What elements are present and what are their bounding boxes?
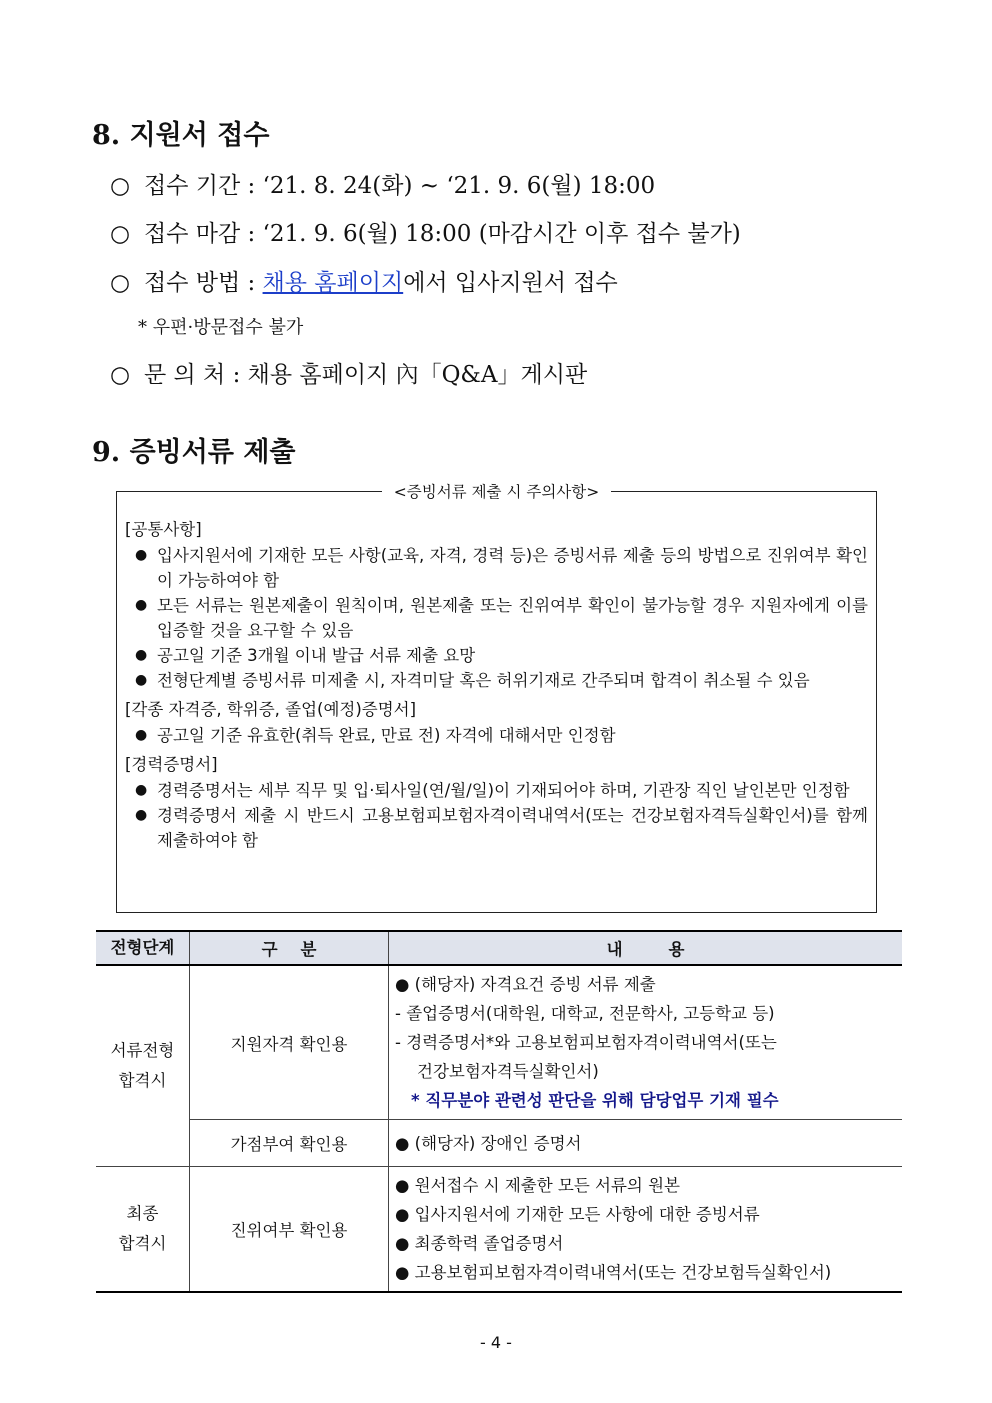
bullet-dot-icon: ● [135,727,148,743]
period-line [110,167,655,200]
common-header: [공통사항] [125,520,202,539]
contact-line [110,356,587,389]
content-line: ● 입사지원서에 기재한 모든 사항에 대한 증빙서류 [395,1205,760,1224]
emphasis-note: * 직무분야 관련성 판단을 위해 담당업무 기재 필수 [411,1091,779,1110]
final-stage-cell: 최종 합격시 [96,1167,190,1293]
verify-label-cell: 진위여부 확인용 [190,1167,389,1293]
content-line: 건강보험자격득실확인서) [417,1062,599,1081]
recruit-homepage-link[interactable]: 채용 홈페이지 [262,270,404,296]
content-line: ● 최종학력 졸업증명서 [395,1234,564,1253]
list-item-text: 공고일 기준 3개월 이내 발급 서류 제출 요망 [157,646,476,665]
list-item-text: 입사지원서에 기재한 모든 사항(교육, 자격, 경력 등)은 증빙서류 제출 등의 방법으로 진위여부 확인이 가능하여야 함 [157,546,868,590]
bullet-dot-icon: ● [135,807,148,823]
list-item-text: 경력증명서 제출 시 반드시 고용보험피보험자격이력내역서(또는 건강보험자격득실확인서)를 함께 제출하여야 함 [157,806,868,850]
bullet-dot-icon: ● [135,672,148,688]
content-line: - 졸업증명서(대학원, 대학교, 전문학사, 고등학교 등) [395,1004,775,1023]
header-content: 내 용 [389,931,903,965]
bullet-dot-icon: ● [135,782,148,798]
circle-bullet-icon: ○ [110,362,131,388]
list-item [125,723,868,748]
bullet-dot-icon: ● [135,547,148,563]
method-line [110,264,618,297]
header-category: 구 분 [190,931,389,965]
deadline-text: 접수 마감 : ‘21. 9. 6(월) 18:00 (마감시간 이후 접수 불가) [144,221,741,247]
notice-box [116,483,877,913]
contact-text: 문 의 처 : 채용 홈페이지 內「Q&A」게시판 [144,362,588,388]
career-header: [경력증명서] [125,755,218,774]
doc-stage-cell: 서류전형 합격시 [96,965,190,1167]
bonus-label-cell: 가점부여 확인용 [190,1120,389,1167]
document-requirements-table [96,930,902,1293]
list-item [125,803,868,853]
table-row [96,1167,902,1293]
qual-content-cell [389,965,903,1120]
table-row [96,965,902,1120]
method-suffix: 에서 입사지원서 접수 [403,270,618,296]
verify-content-cell [389,1167,903,1293]
qual-label-cell: 지원자격 확인용 [190,965,389,1120]
bonus-content-cell [389,1120,903,1167]
header-stage: 전형단계 [96,931,190,965]
bullet-dot-icon: ● [135,597,148,613]
table-row [96,1120,902,1167]
bullet-dot-icon: ● [135,647,148,663]
table-header-row [96,931,902,965]
page-number: - 4 - [480,1333,512,1352]
list-item-text: 모든 서류는 원본제출이 원칙이며, 원본제출 또는 진위여부 확인이 불가능할 경우 지원자에게 이를 입증할 것을 요구할 수 있음 [157,596,868,640]
content-line: ● 원서접수 시 제출한 모든 서류의 원본 [395,1176,680,1195]
notice-title [117,480,876,502]
content-line: - 경력증명서*와 고용보험피보험자격이력내역서(또는 [395,1033,777,1052]
method-prefix: 접수 방법 : [144,270,263,296]
period-text: 접수 기간 : ‘21. 8. 24(화) ~ ‘21. 9. 6(월) 18:00 [144,173,656,199]
section-8-title: 8. 지원서 접수 [92,120,270,151]
list-item-text: 경력증명서는 세부 직무 및 입·퇴사일(연/월/일)이 기재되어야 하며, 기관장 직인 날인본만 인정함 [157,781,850,800]
section-9-title: 9. 증빙서류 제출 [92,437,296,468]
content-line: ● (해당자) 장애인 증명서 [395,1133,582,1153]
list-item-text: 공고일 기준 유효한(취득 완료, 만료 전) 자격에 대해서만 인정함 [157,726,616,745]
list-item-text: 전형단계별 증빙서류 미제출 시, 자격미달 혹은 허위기재로 간주되며 합격이 취소될 수 있음 [157,671,810,690]
circle-bullet-icon: ○ [110,221,131,247]
list-item [125,593,868,643]
content-line: ● 고용보험피보험자격이력내역서(또는 건강보험득실확인서) [395,1263,832,1282]
circle-bullet-icon: ○ [110,270,131,296]
circle-bullet-icon: ○ [110,173,131,199]
deadline-line [110,215,741,248]
list-item [125,543,868,593]
list-item [125,668,868,693]
method-note: * 우편·방문접수 불가 [138,317,304,338]
content-line: ● (해당자) 자격요건 증빙 서류 제출 [395,975,656,994]
list-item [125,778,868,803]
list-item [125,643,868,668]
cert-header: [각종 자격증, 학위증, 졸업(예정)증명서] [125,700,417,719]
notice-content [125,518,868,853]
notice-title-text: <증빙서류 제출 시 주의사항> [382,483,611,501]
